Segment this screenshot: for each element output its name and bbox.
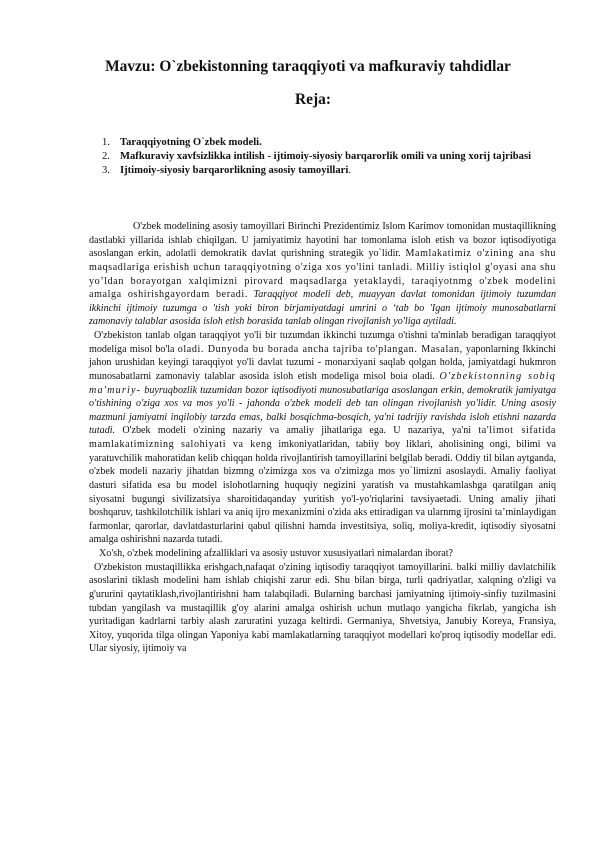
plan-heading: Reja: (295, 91, 331, 108)
plan-item-text: Mafkuraviy xavfsizlikka intilish - ijtimoiy-siyosiy barqarorlik omili va uning xorij tajribasi (120, 151, 532, 162)
plan-item (95, 150, 555, 164)
paragraph-3: Xo'sh, o'zbek modelining afzalliklari va asosiy ustuvor xususiyatlari nimalardan iborat? (99, 548, 454, 559)
paragraph-2-part-a: O'zbekiston tanlab olgan taraqqiyot yo'li bir tuzumdan ikkinchi tuzumga o'tishni ta'minlab beradigan taraqqiyot modeliga misol bo'la (89, 330, 556, 355)
body-text (89, 220, 556, 656)
paragraph-1-part-a: O'zbek modelining asosiy tamoyillari Birinchi Prezidentimiz Islom Karimov tomonidan mustaqillikning dastlabki yillarida ishlab chiqilgan. U jamiyatimiz hayotini har tomonlama isloh etish va bozor iqtisodiyotiga asoslangan erkin, adolatli demokratik davlat qurishning strategik yo`lidir. (89, 221, 556, 260)
paragraph-2-part-f: O'zbek modeli o'zining nazariy va amaliy jihatlariga ega. U nazariya, ya'ni (122, 425, 472, 437)
document-title: Mavzu: O`zbekistonning taraqqiyoti va mafkuraviy tahdidlar (105, 58, 511, 75)
paragraph-2-part-b: oladi. Dunyoda bu borada ancha tajriba to'plangan. Masalan, (177, 343, 463, 355)
paragraph-1-definition: Taraqqiyot modeli deb, muayyan davlat tomonidan ijtimoiy tuzumdan ikkinchi ijtimoiy tuzumga o 'tish yoki biron birjamiyatdagi umrini o ‘tab bo 'Igan ijtimoiy munosabatlarni zamonaviy talablar asosida isloh etish borasida tanlab olingan rivojlanish yo'liga aytiladi. (89, 289, 556, 328)
paragraph-1 (89, 220, 556, 329)
paragraph-2-part-d: O'zbekistonning sobiq ma'muriy- (89, 370, 557, 396)
plan-item-number: 3. (102, 165, 110, 176)
plan-item-number: 2. (102, 151, 110, 162)
plan-item-text: Ijtimoiy-siyosiy barqarorlikning asosiy tamoyillari (120, 165, 349, 176)
plan-list (95, 136, 555, 178)
paragraph-4: O'zbekiston mustaqillikka erishgach,nafaqat o'zining iqtisodiy taraqqiyot tamoyillarini. balki milliy davlatchilik asoslarini tiklash modelini ham ishlab chiqishi zarur edi. Shu bilan birga, turli qadriyatlar, xalqning o'zligi va g'ururini qaytatiklash,rivojlantirishni ham talabqiladi. Bularning barchasi jamiyatning ijtimoiy-sinfiy tuzilmasini tubdan yangilash va mustaqillik g'oy alarini amalga oshirish uchun mutlaqo yangicha fikrlab, yangicha ish yuritadigan kadrlarni tarbiy alash zaruratini yuzaga keltirdi. Germaniya, Shvetsiya, Janubiy Koreya, Fransiya, Xitoy, yuqorida tilga olingan Yaponiya kabi mamlakatlarning taraqqiyot modellari ko'proq iqtisodiy modellar edi. Ular siyosiy, ijtimoiy va (89, 561, 556, 655)
plan-item (95, 164, 555, 178)
paragraph-1-part-b: Mamlakatimiz o'zining ana shu maqsadlariga erishish uchun taraqqiyotning o'ziga xos yo'lini tanladi. Milliy istiqlol g'oyasi ana shu yo’ldan borayotgan xalqimizni pirovard maqsadlarga yetaklaydi, taraqiyotnmg o'zbek modelini amalga oshirishgayordam beradi. (89, 248, 556, 301)
paragraph-2-part-e: buyruqbozlik tuzumidan bozor iqtisodiyoti munosubatlariga asoslangan erkin, demokratik jamiyatga o'tishining o'ziga xos va mos yo'li - jahonda o'zbek modeli deb tan olingan rivojlanish yo'lidir. Uning asosiy mazmuni jamiyatni inqilobiy tarzda emas, balki bosqichma-bosqich, ya'ni tadrijiy ravishda isloh etishni nazarda tutadi. (89, 384, 556, 437)
paragraph-2-part-c: yaponlarning Ikkinchi jahon urushidan keyingi taraqqiyot yo'li davlat tuzumi - monarxiyani saqlab qolgan holda, jamiyatdagi hukmron munosabatlarni zamonaviy talablar asosida isloh etish modeliga misol boia oladi. (89, 343, 556, 382)
paragraph-2-part-g: ta'limot sifatida mamlakatimizning salohiyati va keng (89, 425, 557, 450)
plan-item (95, 136, 555, 150)
paragraph-2-part-h: imkoniyatlaridan, tabiiy boy liklari, aholisining ongi, bilimi va yaratuvchilik mahoratidan kelib chiqqan holda rivojlantirish tamoyillarini belgilab beradi. Oddiy til bilan aytganda, o'zbek modeli nazariy jihatdan bizmng o'zimizga xos va o'zimizga mos yo`limizni asoslaydi. Amaliy faoliyat dasturi sifatida esa bu model islohotlarning huquqiy negizini yaratish va mustahkamlashga qaratilgan aniq siyosatni bugungi sivilizatsiya sharoitidaqanday yuritish yo'l-yo'riqlarini tavsiyaetadi. Uning amaliy jihati boshqaruv, tashkilotchilik ishlari va aniq ijro mexanizmini o'zida aks ettiradigan va ularnmg ijrosini ta’minlaydigan farmonlar, qarorlar, davlatdasturlarini qabul qilishni hamda investitsiya, soliq, moliya-kredit, iqtisodiy siyosatni amalga oshirishni nazarda tutadi. (89, 439, 557, 546)
plan-item-text: Taraqqiyotning O`zbek modeli. (120, 137, 262, 148)
paragraph-2 (89, 329, 556, 547)
plan-item-suffix: . (348, 165, 351, 176)
plan-item-number: 1. (102, 137, 110, 148)
